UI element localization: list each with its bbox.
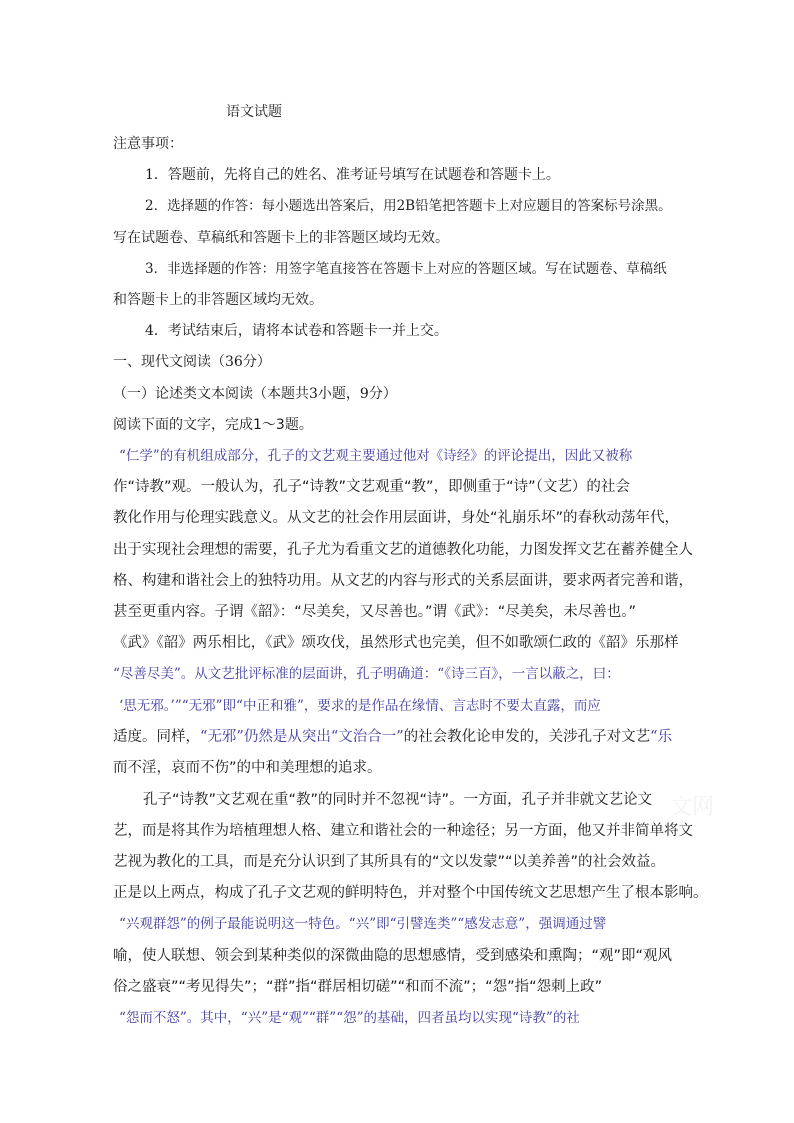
paragraph-line: 正是以上两点，构成了孔子文艺观的鲜明特色，并对整个中国传统文艺思想产生了根本影响。 bbox=[113, 885, 708, 901]
paragraph-line: “怨而不怒”。其中，“兴”是“观”“群”“怨”的基础，四者虽均以实现“诗教”的社 bbox=[119, 1010, 580, 1026]
quoted-segment: “文治合一” bbox=[330, 729, 404, 745]
page-title: 语文试题 bbox=[226, 104, 282, 120]
quoted-segment: “无邪”仍然是从突出 bbox=[200, 729, 331, 745]
notice-item-2-cont: 写在试题卷、草稿纸和答题卡上的非答题区域均无效。 bbox=[113, 230, 449, 246]
paragraph-line: 出于实现社会理想的需要，孔子尤为看重文艺的道德教化功能，力图发挥文艺在蓄养健全人 bbox=[113, 542, 693, 558]
notice-item-1: 1．答题前，先将自己的姓名、准考证号填写在试题卷和答题卡上。 bbox=[145, 167, 560, 183]
paragraph-line-mixed bbox=[113, 727, 672, 747]
notice-item-3-cont: 和答题卡上的非答题区域均无效。 bbox=[113, 292, 323, 308]
paragraph-line: “仁学”的有机组成部分，孔子的文艺观主要通过他对《诗经》的评论提出，因此又被称 bbox=[119, 448, 633, 464]
paragraph-line: 艺，而是将其作为培植理想人格、建立和谐社会的一种途径；另一方面，他又并非简单将文 bbox=[113, 823, 693, 839]
paragraph-line: 《武》《韶》两乐相比，《武》颂攻伐，虽然形式也完美，但不如歌颂仁政的《韶》乐那样 bbox=[113, 635, 679, 651]
notice-item-4: 4．考试结束后，请将本试卷和答题卡一并上交。 bbox=[145, 323, 448, 339]
paragraph-line: 俗之盛衰”“考见得失”；“群”指“群居相切磋”“和而不流”；“怨”指“怨刺上政” bbox=[113, 979, 603, 995]
paragraph-line: 喻，使人联想、领会到某种类似的深微曲隐的思想感情，受到感染和熏陶；“观”即“观风 bbox=[113, 948, 673, 964]
paragraph-line: “尽善尽美”。从文艺批评标准的层面讲，孔子明确道：“《诗三百》，一言以蔽之，曰： bbox=[113, 666, 620, 682]
paragraph-line: 艺视为教化的工具，而是充分认识到了其所具有的“文以发蒙”“以美养善”的社会效益。 bbox=[113, 854, 666, 870]
paragraph-line: 教化作用与伦理实践意义。从文艺的社会作用层面讲，身处“礼崩乐坏”的春秋动荡年代， bbox=[113, 510, 680, 526]
notice-item-3: 3．非选择题的作答：用签字笔直接答在答题卡上对应的答题区域。写在试题卷、草稿纸 bbox=[145, 261, 667, 277]
line-segment: 适度。同样， bbox=[113, 729, 200, 745]
paragraph-line: 作“诗教”观。一般认为，孔子“诗教”文艺观重“教”，即侧重于“诗”（文艺）的社会 bbox=[113, 479, 630, 495]
paragraph-line: 而不淫，哀而不伤”的中和美理想的追求。 bbox=[113, 760, 382, 776]
notice-item-2: 2．选择题的作答：每小题选出答案后，用2B铅笔把答题卡上对应题目的答案标号涂黑。 bbox=[145, 198, 672, 214]
notice-heading: 注意事项： bbox=[113, 136, 183, 152]
paragraph-line: “兴观群怨”的例子最能说明这一特色。“兴”即“引譬连类”“感发志意”，强调通过譬 bbox=[119, 916, 607, 932]
watermark: 文网 bbox=[670, 795, 715, 820]
paragraph-line: 格、构建和谐社会上的独特功用。从文艺的内容与形式的关系层面讲，要求两者完善和谐， bbox=[113, 573, 693, 589]
subsection-heading: （一）论述类文本阅读（本题共3小题，9分） bbox=[113, 386, 397, 402]
paragraph-line: 孔子“诗教”文艺观在重“教”的同时并不忽视“诗”。一方面，孔子并非就文艺论文 bbox=[143, 792, 653, 808]
paragraph-line: ‘思无邪。’”“无邪”即“中正和雅”，要求的是作品在缘情、言志时不要太直露，而应 bbox=[119, 698, 601, 714]
paragraph-line: 甚至更重内容。子谓《韶》：“尽美矣，又尽善也。”谓《武》：“尽美矣，未尽善也。” bbox=[113, 604, 637, 620]
line-segment: 的社会教化论申发的，关涉孔子对文艺 bbox=[403, 729, 651, 745]
reading-instruction: 阅读下面的文字，完成1～3题。 bbox=[113, 417, 313, 433]
section-heading: 一、现代文阅读（36分） bbox=[113, 354, 271, 370]
quoted-segment: “乐 bbox=[650, 729, 673, 745]
